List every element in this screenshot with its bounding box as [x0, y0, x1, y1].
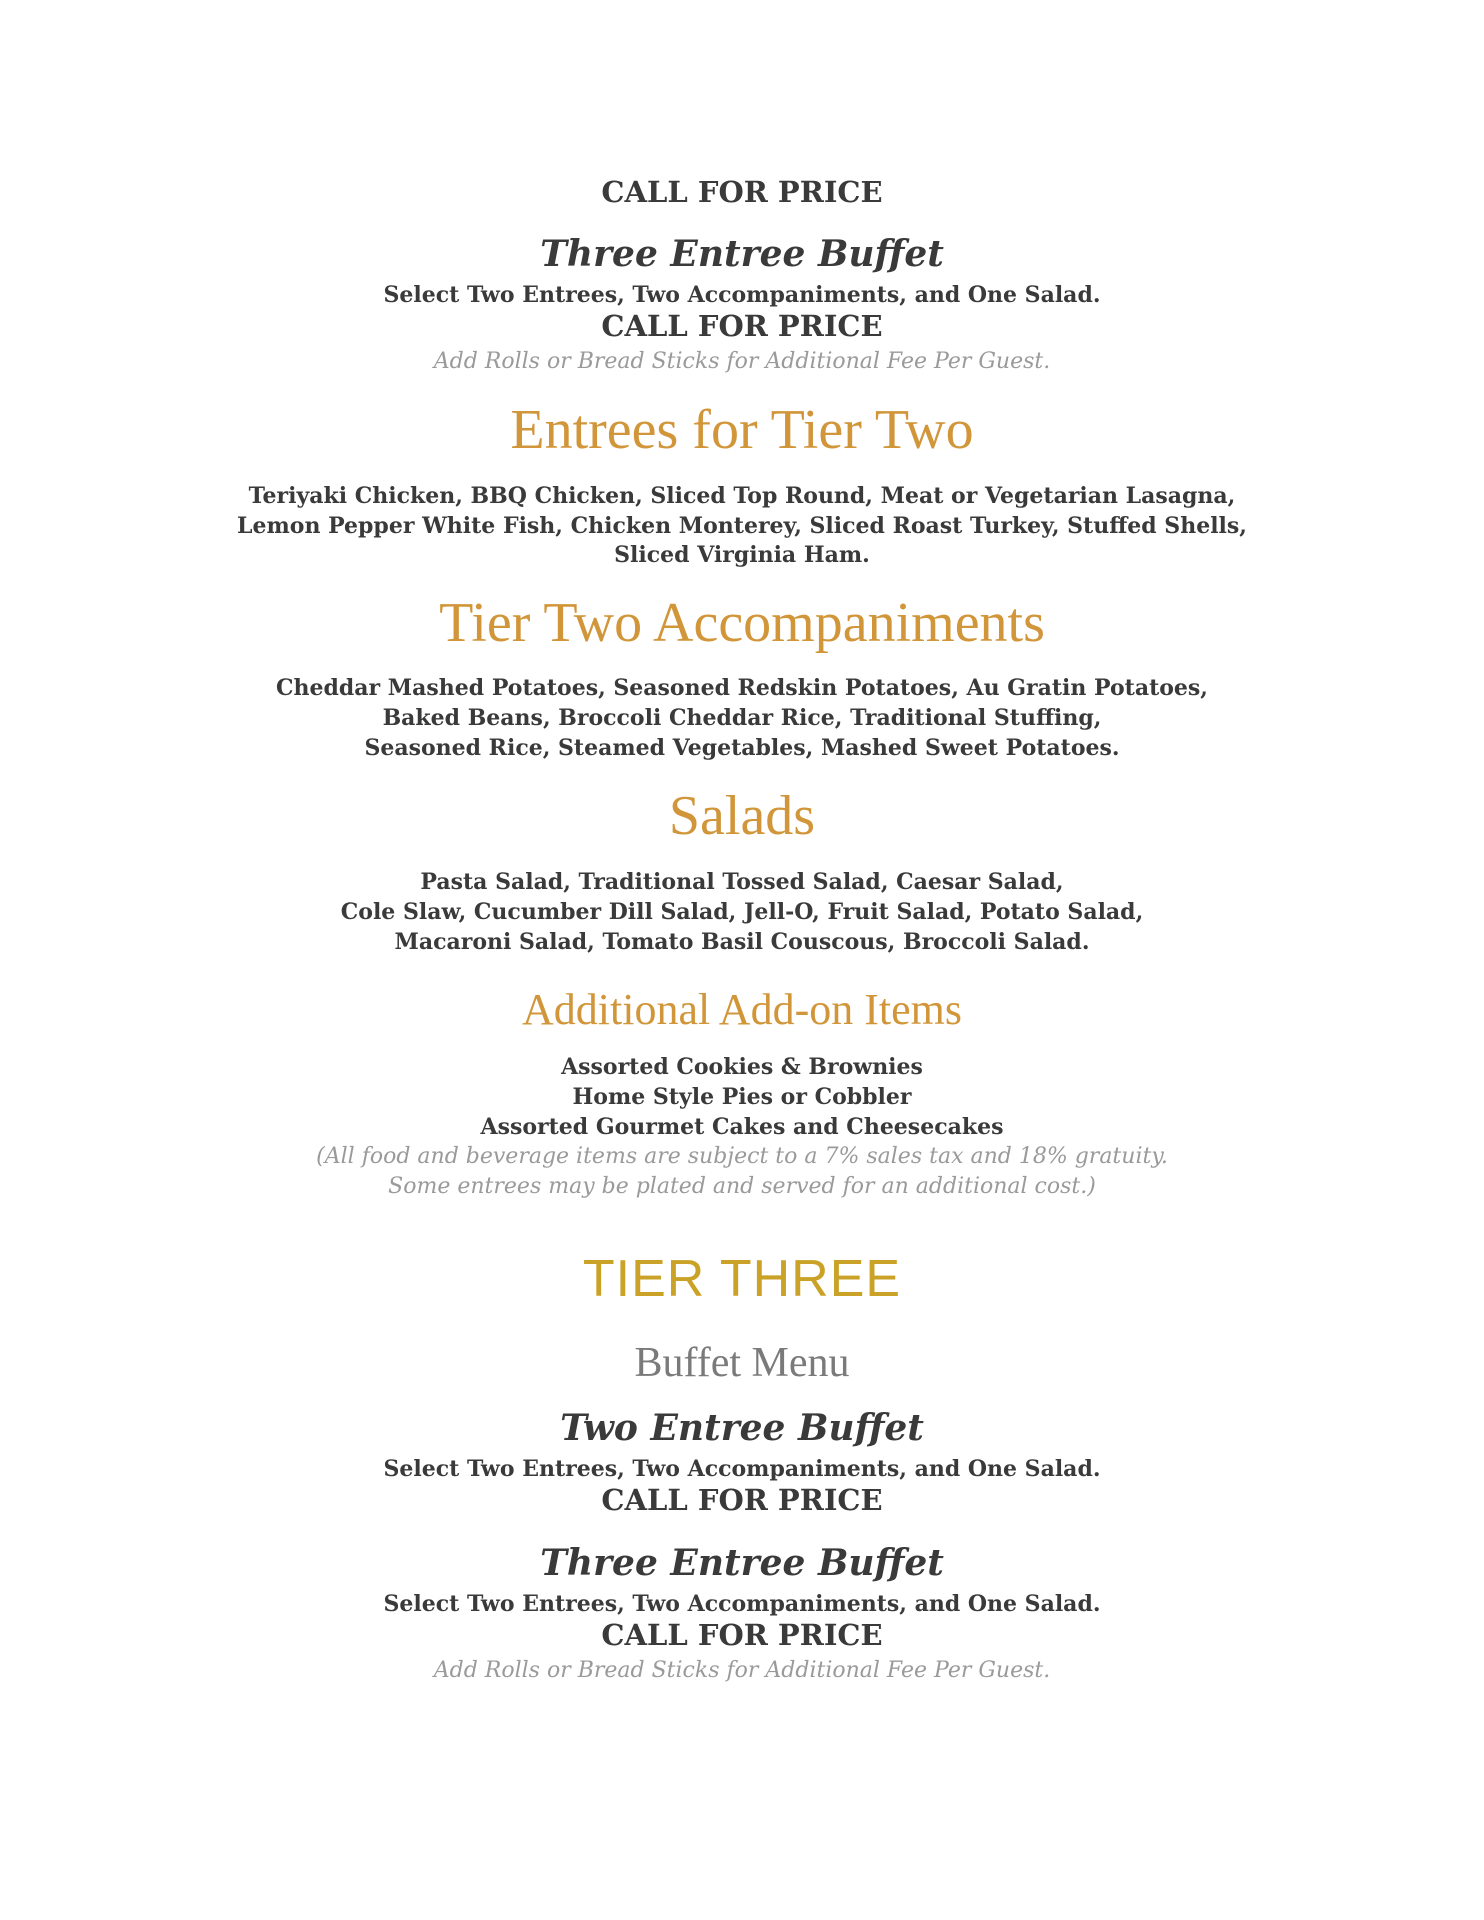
accompaniments-line-1: Cheddar Mashed Potatoes, Seasoned Redskin Potatoes, Au Gratin Potatoes, — [276, 675, 1208, 701]
accompaniments-line-3: Seasoned Rice, Steamed Vegetables, Mashed Sweet Potatoes. — [364, 735, 1120, 761]
top-price: CALL FOR PRICE — [601, 175, 883, 209]
entrees-line-2: Lemon Pepper White Fish, Chicken Monterey, Sliced Roast Turkey, Stuffed Shells, — [237, 513, 1247, 539]
salads-line-2: Cole Slaw, Cucumber Dill Salad, Jell-O, Fruit Salad, Potato Salad, — [340, 899, 1144, 925]
addon-item-1: Assorted Cookies & Brownies — [561, 1054, 923, 1080]
salads-line-1: Pasta Salad, Traditional Tossed Salad, Caesar Salad, — [420, 869, 1064, 895]
tier-three-three-entree-buffet-note: Add Rolls or Bread Sticks for Additional Fee Per Guest. — [433, 1658, 1051, 1683]
tier-three-three-entree-buffet-description: Select Two Entrees, Two Accompaniments, and One Salad. — [383, 1591, 1101, 1617]
addon-item-2: Home Style Pies or Cobbler — [572, 1084, 912, 1110]
two-entree-buffet-price: CALL FOR PRICE — [601, 1483, 883, 1517]
salads-line-3: Macaroni Salad, Tomato Basil Couscous, Broccoli Salad. — [394, 929, 1090, 955]
tax-disclaimer-line-2: Some entrees may be plated and served for an additional cost.) — [388, 1174, 1096, 1199]
buffet-menu-subheading: Buffet Menu — [634, 1340, 850, 1386]
addon-item-3: Assorted Gourmet Cakes and Cheesecakes — [480, 1114, 1004, 1140]
accompaniments-line-2: Baked Beans, Broccoli Cheddar Rice, Traditional Stuffing, — [382, 705, 1102, 731]
three-entree-buffet-price: CALL FOR PRICE — [601, 309, 883, 343]
three-entree-buffet-title: Three Entree Buffet — [540, 233, 944, 275]
entrees-line-3: Sliced Virginia Ham. — [614, 542, 870, 568]
entrees-line-1: Teriyaki Chicken, BBQ Chicken, Sliced Top Round, Meat or Vegetarian Lasagna, — [248, 483, 1236, 509]
three-entree-buffet-description: Select Two Entrees, Two Accompaniments, and One Salad. — [383, 282, 1101, 308]
tax-disclaimer-line-1: (All food and beverage items are subject to a 7% sales tax and 18% gratuity. — [316, 1144, 1168, 1169]
salads-heading: Salads — [668, 785, 816, 847]
tier-three-three-entree-buffet-price: CALL FOR PRICE — [601, 1618, 883, 1652]
two-entree-buffet-description: Select Two Entrees, Two Accompaniments, and One Salad. — [383, 1456, 1101, 1482]
addons-heading: Additional Add-on Items — [522, 985, 962, 1034]
accompaniments-heading: Tier Two Accompaniments — [439, 592, 1045, 654]
entrees-heading: Entrees for Tier Two — [510, 399, 974, 461]
tier-three-heading: TIER THREE — [582, 1250, 902, 1308]
tier-three-three-entree-buffet-title: Three Entree Buffet — [540, 1542, 944, 1584]
two-entree-buffet-title: Two Entree Buffet — [560, 1407, 924, 1449]
three-entree-buffet-note: Add Rolls or Bread Sticks for Additional Fee Per Guest. — [433, 349, 1051, 374]
